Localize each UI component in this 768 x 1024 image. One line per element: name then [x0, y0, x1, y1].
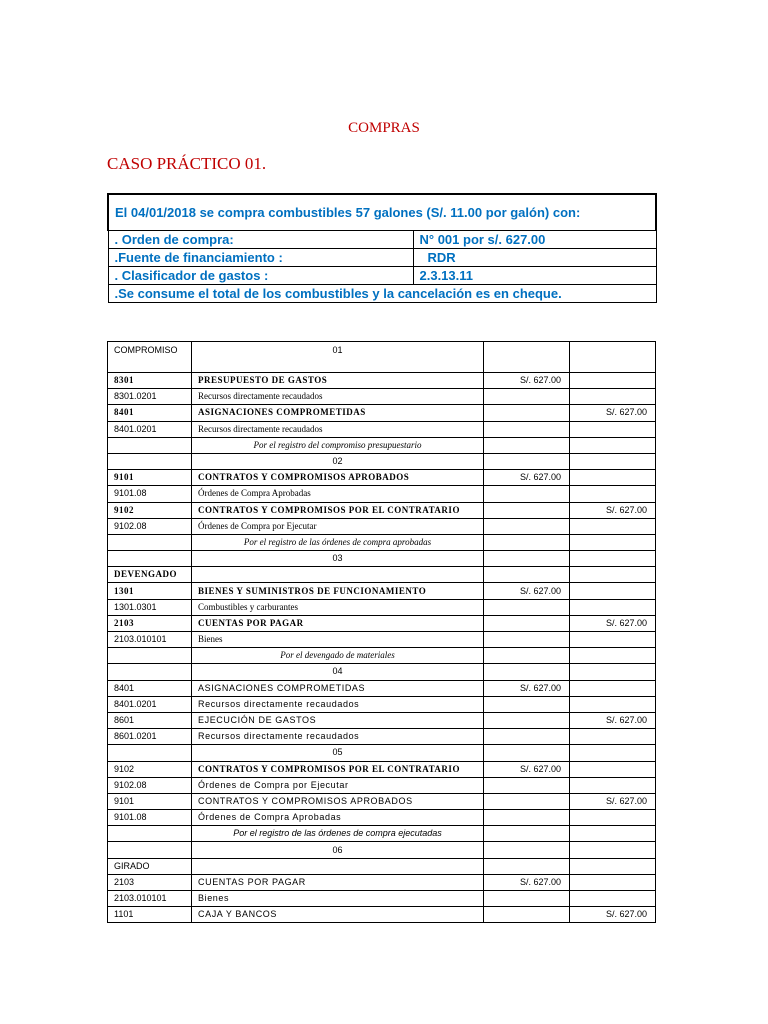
- account-name: CONTRATOS Y COMPROMISOS APROBADOS: [192, 470, 484, 486]
- credit-cell: [570, 437, 656, 453]
- entry-number: 04: [192, 664, 484, 680]
- account-code: 8301.0201: [108, 389, 192, 405]
- account-code: 2103: [108, 874, 192, 890]
- credit-cell: [570, 858, 656, 874]
- credit-cell: [570, 453, 656, 469]
- debit-cell: S/. 627.00: [484, 680, 570, 696]
- credit-cell: [570, 648, 656, 664]
- debit-cell: S/. 627.00: [484, 761, 570, 777]
- account-code: [108, 437, 192, 453]
- debit-cell: S/. 627.00: [484, 373, 570, 389]
- ledger-row: [108, 421, 656, 437]
- ledger-row: [108, 583, 656, 599]
- credit-cell: [570, 745, 656, 761]
- account-code: [108, 745, 192, 761]
- ledger-row: [108, 842, 656, 858]
- account-code: 8601: [108, 712, 192, 728]
- account-code: 2103: [108, 615, 192, 631]
- entry-description: Por el registro del compromiso presupuestario: [192, 437, 484, 453]
- credit-cell: [570, 599, 656, 615]
- account-name: CUENTAS POR PAGAR: [192, 874, 484, 890]
- entry-description: Por el devengado de materiales: [192, 648, 484, 664]
- ledger-row: [108, 826, 656, 842]
- ledger-row: [108, 745, 656, 761]
- ledger-row: [108, 502, 656, 518]
- info-heading: El 04/01/2018 se compra combustibles 57 galones (S/. 11.00 por galón) con:: [108, 194, 656, 231]
- debit-cell: [484, 551, 570, 567]
- account-name: CONTRATOS Y COMPROMISOS APROBADOS: [192, 793, 484, 809]
- credit-cell: [570, 874, 656, 890]
- debit-cell: [484, 729, 570, 745]
- account-code: [108, 842, 192, 858]
- ledger-row: [108, 810, 656, 826]
- account-code: 2103.010101: [108, 632, 192, 648]
- info-value: RDR: [413, 249, 656, 267]
- debit-cell: [484, 696, 570, 712]
- account-code: 9101.08: [108, 486, 192, 502]
- account-code: [108, 664, 192, 680]
- debit-cell: [484, 405, 570, 421]
- account-name: Recursos directamente recaudados: [192, 696, 484, 712]
- ledger-row: [108, 874, 656, 890]
- account-name: Órdenes de Compra por Ejecutar: [192, 777, 484, 793]
- credit-cell: [570, 696, 656, 712]
- debit-cell: [484, 518, 570, 534]
- info-row: [108, 249, 656, 267]
- ledger-row: [108, 389, 656, 405]
- credit-cell: [570, 486, 656, 502]
- debit-cell: [484, 907, 570, 923]
- ledger-row: [108, 632, 656, 648]
- info-box: [107, 193, 657, 303]
- debit-cell: [484, 745, 570, 761]
- credit-cell: [570, 891, 656, 907]
- account-name: Recursos directamente recaudados: [192, 729, 484, 745]
- account-code: DEVENGADO: [108, 567, 192, 583]
- ledger-row: [108, 680, 656, 696]
- ledger-row: [108, 599, 656, 615]
- account-code: 8301: [108, 373, 192, 389]
- account-name: Combustibles y carburantes: [192, 599, 484, 615]
- account-code: 8401: [108, 405, 192, 421]
- debit-cell: [484, 437, 570, 453]
- debit-cell: [484, 891, 570, 907]
- account-code: 1301: [108, 583, 192, 599]
- ledger-header-row: [108, 342, 656, 373]
- credit-cell: [570, 826, 656, 842]
- debit-cell: [484, 793, 570, 809]
- info-note: .Se consume el total de los combustibles y la cancelación es en cheque.: [108, 285, 656, 303]
- account-code: 1101: [108, 907, 192, 923]
- ledger-row: [108, 858, 656, 874]
- entry-number: 06: [192, 842, 484, 858]
- credit-cell: S/. 627.00: [570, 712, 656, 728]
- credit-cell: [570, 680, 656, 696]
- ledger-row: [108, 777, 656, 793]
- ledger-row: [108, 470, 656, 486]
- debit-cell: [484, 502, 570, 518]
- account-name: [192, 858, 484, 874]
- account-code: 8401: [108, 680, 192, 696]
- ledger-row: [108, 453, 656, 469]
- account-code: 8601.0201: [108, 729, 192, 745]
- account-code: [108, 648, 192, 664]
- credit-cell: [570, 342, 656, 373]
- debit-cell: S/. 627.00: [484, 470, 570, 486]
- case-subtitle: CASO PRÁCTICO 01.: [107, 154, 267, 173]
- credit-cell: S/. 627.00: [570, 405, 656, 421]
- debit-cell: [484, 810, 570, 826]
- credit-cell: [570, 729, 656, 745]
- account-name: Órdenes de Compra Aprobadas: [192, 810, 484, 826]
- debit-cell: [484, 342, 570, 373]
- account-code: 9102: [108, 761, 192, 777]
- debit-cell: [484, 632, 570, 648]
- account-name: CONTRATOS Y COMPROMISOS POR EL CONTRATARIO: [192, 502, 484, 518]
- credit-cell: [570, 389, 656, 405]
- ledger-row: [108, 696, 656, 712]
- ledger-row: [108, 567, 656, 583]
- account-code: 2103.010101: [108, 891, 192, 907]
- ledger-row: [108, 793, 656, 809]
- credit-cell: [570, 842, 656, 858]
- account-code: 8401.0201: [108, 696, 192, 712]
- ledger-row: [108, 648, 656, 664]
- info-label: . Clasificador de gastos :: [108, 267, 413, 285]
- debit-cell: [484, 777, 570, 793]
- account-code: 9102: [108, 502, 192, 518]
- credit-cell: [570, 518, 656, 534]
- ledger-row: [108, 615, 656, 631]
- credit-cell: [570, 551, 656, 567]
- credit-cell: [570, 583, 656, 599]
- debit-cell: [484, 712, 570, 728]
- account-code: [108, 453, 192, 469]
- credit-cell: [570, 421, 656, 437]
- account-code: 9101: [108, 793, 192, 809]
- ledger-row: [108, 729, 656, 745]
- account-name: EJECUCIÓN DE GASTOS: [192, 712, 484, 728]
- account-code: 9102.08: [108, 518, 192, 534]
- debit-cell: [484, 664, 570, 680]
- ledger-table: [107, 341, 656, 923]
- ledger-row: [108, 486, 656, 502]
- debit-cell: S/. 627.00: [484, 874, 570, 890]
- account-name: Órdenes de Compra por Ejecutar: [192, 518, 484, 534]
- ledger-header-label: COMPROMISO: [108, 342, 192, 373]
- account-name: CUENTAS POR PAGAR: [192, 615, 484, 631]
- ledger-row: [108, 551, 656, 567]
- info-value: 2.3.13.11: [413, 267, 656, 285]
- info-row: [108, 267, 656, 285]
- account-name: ASIGNACIONES COMPROMETIDAS: [192, 680, 484, 696]
- debit-cell: S/. 627.00: [484, 583, 570, 599]
- account-name: PRESUPUESTO DE GASTOS: [192, 373, 484, 389]
- entry-number: 01: [192, 342, 484, 373]
- account-code: 9101.08: [108, 810, 192, 826]
- credit-cell: S/. 627.00: [570, 502, 656, 518]
- entry-number: 05: [192, 745, 484, 761]
- account-name: ASIGNACIONES COMPROMETIDAS: [192, 405, 484, 421]
- account-code: [108, 534, 192, 550]
- debit-cell: [484, 648, 570, 664]
- credit-cell: [570, 567, 656, 583]
- debit-cell: [484, 826, 570, 842]
- account-name: Órdenes de Compra Aprobadas: [192, 486, 484, 502]
- info-row: [108, 231, 656, 249]
- account-name: BIENES Y SUMINISTROS DE FUNCIONAMIENTO: [192, 583, 484, 599]
- credit-cell: [570, 373, 656, 389]
- credit-cell: [570, 810, 656, 826]
- entry-number: 03: [192, 551, 484, 567]
- account-code: 9101: [108, 470, 192, 486]
- credit-cell: [570, 534, 656, 550]
- credit-cell: [570, 761, 656, 777]
- info-value: N° 001 por s/. 627.00: [413, 231, 656, 249]
- account-name: Bienes: [192, 891, 484, 907]
- debit-cell: [484, 453, 570, 469]
- account-name: Recursos directamente recaudados: [192, 421, 484, 437]
- account-name: CAJA Y BANCOS: [192, 907, 484, 923]
- ledger-row: [108, 437, 656, 453]
- credit-cell: S/. 627.00: [570, 615, 656, 631]
- debit-cell: [484, 567, 570, 583]
- debit-cell: [484, 486, 570, 502]
- info-label: .Fuente de financiamiento :: [108, 249, 413, 267]
- credit-cell: S/. 627.00: [570, 793, 656, 809]
- account-code: 1301.0301: [108, 599, 192, 615]
- debit-cell: [484, 858, 570, 874]
- debit-cell: [484, 389, 570, 405]
- ledger-row: [108, 891, 656, 907]
- account-code: 9102.08: [108, 777, 192, 793]
- credit-cell: [570, 632, 656, 648]
- document-title: COMPRAS: [348, 120, 420, 136]
- account-name: CONTRATOS Y COMPROMISOS POR EL CONTRATARIO: [192, 761, 484, 777]
- ledger-row: [108, 518, 656, 534]
- account-code: 8401.0201: [108, 421, 192, 437]
- ledger-row: [108, 907, 656, 923]
- account-name: Bienes: [192, 632, 484, 648]
- account-code: [108, 551, 192, 567]
- debit-cell: [484, 421, 570, 437]
- ledger-row: [108, 712, 656, 728]
- debit-cell: [484, 842, 570, 858]
- account-code: [108, 826, 192, 842]
- ledger-row: [108, 405, 656, 421]
- account-name: [192, 567, 484, 583]
- debit-cell: [484, 599, 570, 615]
- ledger-row: [108, 534, 656, 550]
- credit-cell: [570, 777, 656, 793]
- ledger-row: [108, 664, 656, 680]
- entry-number: 02: [192, 453, 484, 469]
- account-name: Recursos directamente recaudados: [192, 389, 484, 405]
- entry-description: Por el registro de las órdenes de compra aprobadas: [192, 534, 484, 550]
- debit-cell: [484, 615, 570, 631]
- ledger-row: [108, 761, 656, 777]
- ledger-row: [108, 373, 656, 389]
- credit-cell: S/. 627.00: [570, 907, 656, 923]
- account-code: GIRADO: [108, 858, 192, 874]
- credit-cell: [570, 470, 656, 486]
- entry-description: Por el registro de las órdenes de compra ejecutadas: [192, 826, 484, 842]
- debit-cell: [484, 534, 570, 550]
- info-label: . Orden de compra:: [108, 231, 413, 249]
- credit-cell: [570, 664, 656, 680]
